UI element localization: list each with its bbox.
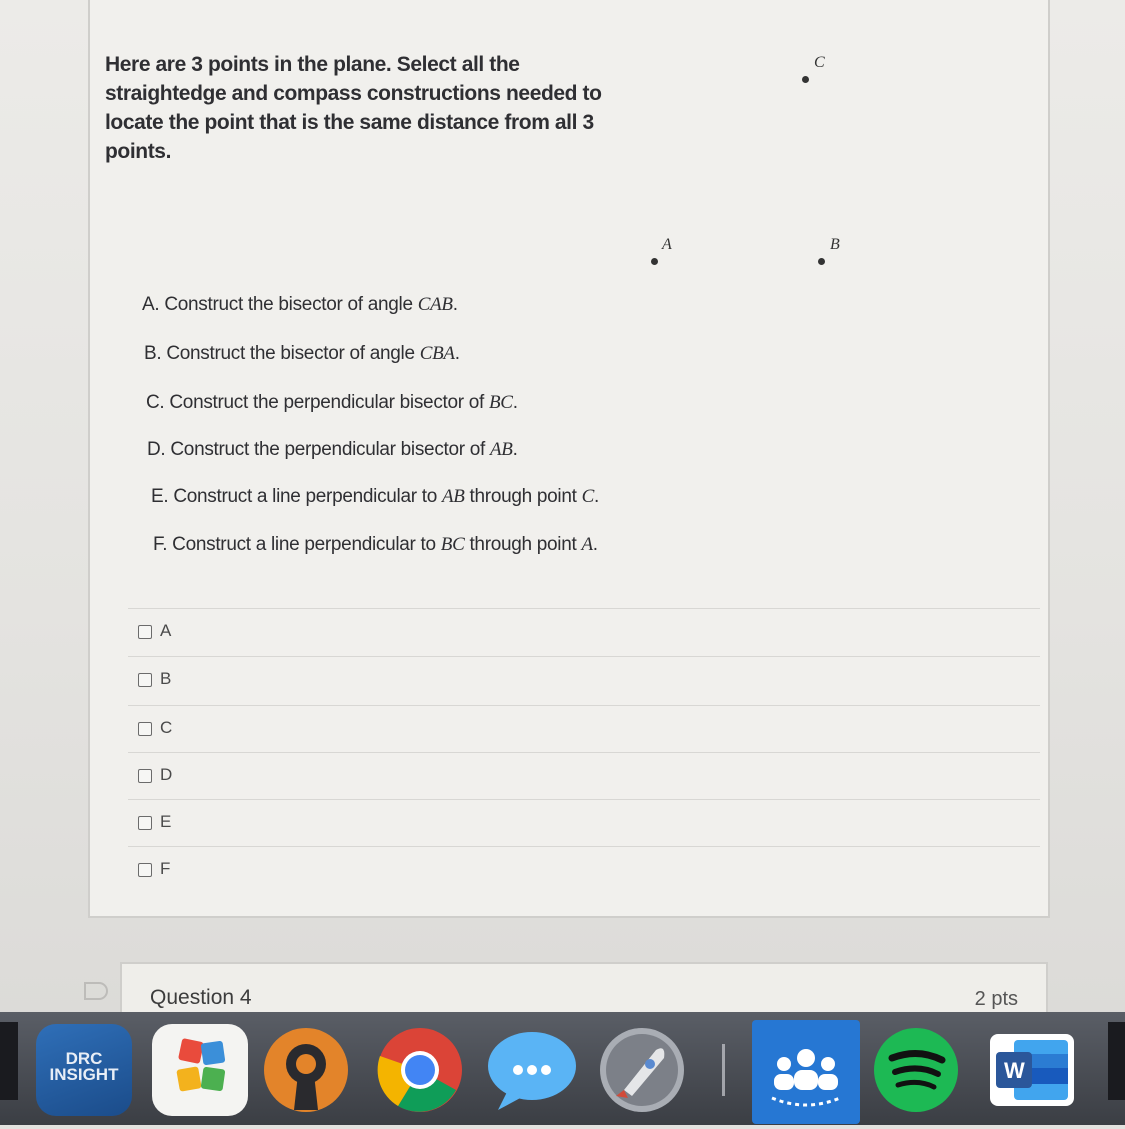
chrome-app-icon[interactable]	[372, 1024, 468, 1116]
answer-label-c: C	[160, 718, 173, 737]
point-b-dot	[818, 258, 825, 265]
drc-label: DRC	[65, 1049, 103, 1068]
point-a-label: A	[662, 236, 672, 253]
dock-divider	[722, 1044, 725, 1096]
choice-e-text: E. Construct a line perpendicular to AB through point C.	[151, 486, 599, 507]
insight-label: INSIGHT	[49, 1065, 119, 1084]
dock-left-edge	[0, 1022, 18, 1100]
choice-d-text: D. Construct the perpendicular bisector of AB.	[147, 439, 518, 460]
answer-label-e: E	[160, 812, 172, 831]
word-app-icon[interactable]	[984, 1024, 1080, 1116]
checkbox-e[interactable]	[138, 816, 152, 830]
teams-meeting-app-icon[interactable]	[752, 1020, 860, 1124]
keyhole-vpn-app-icon[interactable]	[258, 1024, 354, 1116]
answer-option-c[interactable]	[128, 705, 1040, 752]
messages-app-icon[interactable]	[484, 1024, 580, 1116]
flag-icon[interactable]	[84, 982, 108, 1000]
choice-b-text: B. Construct the bisector of angle CBA.	[144, 343, 460, 364]
answer-label-f: F	[160, 859, 171, 878]
spotify-app-icon[interactable]	[868, 1024, 964, 1116]
choice-f-text: F. Construct a line perpendicular to BC through point A.	[153, 534, 598, 555]
question-4-points: 2 pts	[974, 988, 1018, 1010]
checkbox-c[interactable]	[138, 722, 152, 736]
dock-right-edge	[1108, 1022, 1125, 1100]
answer-option-b[interactable]	[128, 656, 1040, 703]
drc-insight-app-icon[interactable]	[36, 1024, 132, 1116]
checkbox-d[interactable]	[138, 769, 152, 783]
launchpad-rocket-icon[interactable]	[594, 1024, 690, 1116]
word-letter: W	[1004, 1058, 1025, 1083]
choice-c-text: C. Construct the perpendicular bisector of BC.	[146, 392, 518, 413]
checkbox-b[interactable]	[138, 673, 152, 687]
photos-app-icon[interactable]	[152, 1024, 248, 1116]
answer-option-e[interactable]	[128, 799, 1040, 846]
checkbox-a[interactable]	[138, 625, 152, 639]
point-c-label: C	[814, 54, 825, 71]
choice-a-text: A. Construct the bisector of angle CAB.	[142, 294, 458, 315]
point-b-label: B	[830, 236, 840, 253]
question-prompt: Here are 3 points in the plane. Select all the straightedge and compass constructions needed to locate the point that is the same distance from all 3 points.	[105, 53, 602, 163]
answer-option-d[interactable]	[128, 752, 1040, 799]
answer-label-b: B	[160, 669, 172, 688]
checkbox-f[interactable]	[138, 863, 152, 877]
answer-option-a[interactable]	[128, 608, 1040, 655]
point-c-dot	[802, 76, 809, 83]
point-a-dot	[651, 258, 658, 265]
answer-option-f[interactable]	[128, 846, 1040, 893]
question-4-title: Question 4	[150, 986, 252, 1009]
answer-label-a: A	[160, 621, 172, 640]
answer-label-d: D	[160, 765, 173, 784]
